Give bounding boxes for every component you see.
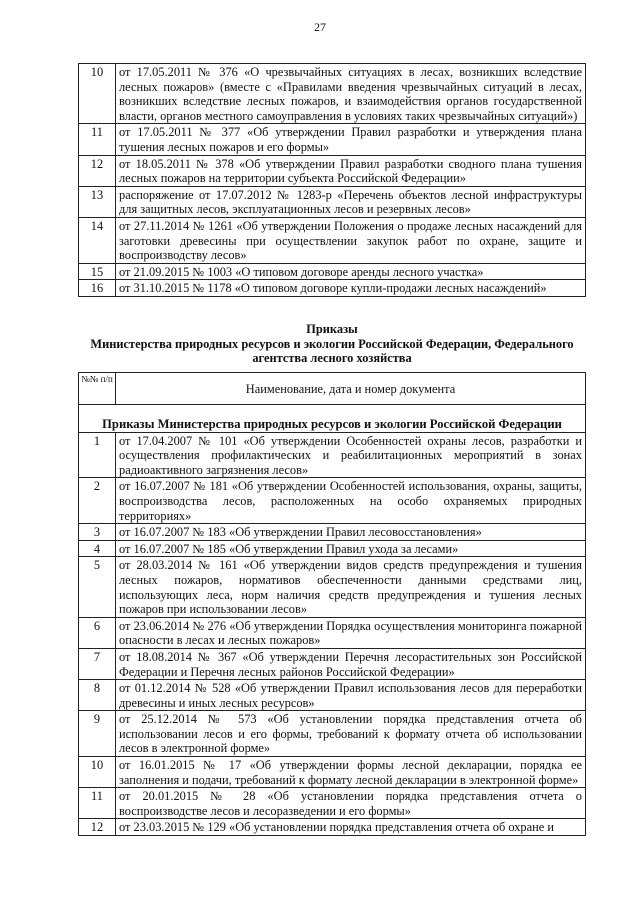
row-number: 13: [79, 186, 116, 217]
row-number: 16: [79, 280, 116, 297]
header-name-cell: Наименование, дата и номер документа: [116, 373, 586, 405]
document-description: распоряжение от 17.07.2012 № 1283-р «Перечень объектов лесной инфраструктуры для защитных лесов, эксплуатационных лесов и резервных лесов»: [116, 186, 586, 217]
table-row: [79, 757, 586, 788]
government-decrees-table-body: [79, 64, 586, 297]
document-description: от 31.10.2015 № 1178 «О типовом договоре купли-продажи лесных насаждений»: [116, 280, 586, 297]
document-description: от 17.05.2011 № 376 «О чрезвычайных ситуациях в лесах, возникших вследствие лесных пожаров» (вместе с «Правилами введения чрезвычайных ситуаций в лесах, возникших вследствие лесных пожаров, и взаимодействия органов государственной власти, органов местного самоуправления в условиях таких чрезвычайных ситуаций»): [116, 64, 586, 124]
row-number: 4: [79, 540, 116, 557]
table-row: [79, 617, 586, 648]
table-row: [79, 557, 586, 617]
document-description: от 01.12.2014 № 528 «Об утверждении Правил использования лесов для переработки древесины и иных лесных ресурсов»: [116, 680, 586, 711]
document-description: от 21.09.2015 № 1003 «О типовом договоре аренды лесного участка»: [116, 263, 586, 280]
document-description: от 16.07.2007 № 185 «Об утверждении Правил ухода за лесами»: [116, 540, 586, 557]
document-description: от 23.03.2015 № 129 «Об установлении порядка представления отчета об охране и: [116, 819, 586, 836]
table-row: [79, 155, 586, 186]
table-row: [79, 680, 586, 711]
table-row: [79, 478, 586, 524]
document-description: от 16.07.2007 № 181 «Об утверждении Особенностей использования, охраны, защиты, воспроизводства лесов, расположенных на особо охраняемых природных территориях»: [116, 478, 586, 524]
row-number: 12: [79, 155, 116, 186]
document-description: от 23.06.2014 № 276 «Об утверждении Порядка осуществления мониторинга пожарной опасности в лесах и лесных пожаров»: [116, 617, 586, 648]
row-number: 11: [79, 124, 116, 155]
table-row: [79, 648, 586, 679]
row-number: 12: [79, 819, 116, 836]
ministry-orders-table: [78, 372, 586, 836]
document-description: от 18.05.2011 № 378 «Об утверждении Правил разработки сводного плана тушения лесных пожаров на территории субъекта Российской Федерации»: [116, 155, 586, 186]
page-number: 27: [314, 20, 326, 34]
row-number: 15: [79, 263, 116, 280]
table-row: [79, 217, 586, 263]
table-row: [79, 64, 586, 124]
row-number: 11: [79, 788, 116, 819]
table-row: [79, 124, 586, 155]
row-number: 1: [79, 432, 116, 478]
section-heading-line-3: агентства лесного хозяйства: [252, 351, 412, 366]
document-description: от 16.01.2015 № 17 «Об утверждении формы лесной декларации, порядка ее заполнения и подачи, требований к формату лесной декларации в электронной форме»: [116, 757, 586, 788]
section-heading-line-2: Министерства природных ресурсов и экологии Российской Федерации, Федерального: [90, 336, 574, 351]
row-number: 9: [79, 711, 116, 757]
document-description: от 20.01.2015 № 28 «Об установлении порядка представления отчета о воспроизводстве лесов и лесоразведении и его формы»: [116, 788, 586, 819]
row-number: 10: [79, 64, 116, 124]
row-number: 10: [79, 757, 116, 788]
table-row: [79, 540, 586, 557]
table-row: [79, 186, 586, 217]
document-description: от 17.04.2007 № 101 «Об утверждении Особенностей охраны лесов, разработки и осуществления профилактических и реабилитационных мероприятий в зонах радиоактивного загрязнения лесов»: [116, 432, 586, 478]
table-row: [79, 819, 586, 836]
row-number: 3: [79, 524, 116, 541]
document-description: от 27.11.2014 № 1261 «Об утверждении Положения о продаже лесных насаждений для заготовки древесины при осуществлении закупок работ по охране, защите и воспроизводству лесов»: [116, 217, 586, 263]
table-row: [79, 711, 586, 757]
ministry-orders-table-body: [79, 432, 586, 835]
ministry-orders-header-row: [79, 373, 586, 405]
header-number-cell: №№ п/п: [79, 373, 116, 405]
row-number: 14: [79, 217, 116, 263]
row-number: 7: [79, 648, 116, 679]
row-number: 5: [79, 557, 116, 617]
ministry-section-row: [79, 405, 586, 433]
table-row: [79, 263, 586, 280]
table-row: [79, 280, 586, 297]
table-row: [79, 788, 586, 819]
document-description: от 16.07.2007 № 183 «Об утверждении Правил лесовосстановления»: [116, 524, 586, 541]
table-row: [79, 432, 586, 478]
section-heading: [78, 322, 586, 366]
government-decrees-table: [78, 63, 586, 297]
document-description: от 17.05.2011 № 377 «Об утверждении Правил разработки и утверждения плана тушения лесных пожаров и его формы»: [116, 124, 586, 155]
document-description: от 28.03.2014 № 161 «Об утверждении видов средств предупреждения и тушения лесных пожаров, нормативов обеспеченности данными средствами лиц, использующих леса, норм наличия средств предупреждения и тушения лесных пожаров при использовании лесов»: [116, 557, 586, 617]
row-number: 8: [79, 680, 116, 711]
row-number: 6: [79, 617, 116, 648]
document-description: от 25.12.2014 № 573 «Об установлении порядка представления отчета об использовании лесов и его формы, требований к формату отчета об использовании лесов в электронной форме»: [116, 711, 586, 757]
section-heading-line-1: Приказы: [306, 322, 358, 336]
row-number: 2: [79, 478, 116, 524]
ministry-section-title: Приказы Министерства природных ресурсов и экологии Российской Федерации: [79, 405, 586, 433]
table-row: [79, 524, 586, 541]
document-description: от 18.08.2014 № 367 «Об утверждении Перечня лесорастительных зон Российской Федерации и Перечня лесных районов Российской Федерации»: [116, 648, 586, 679]
